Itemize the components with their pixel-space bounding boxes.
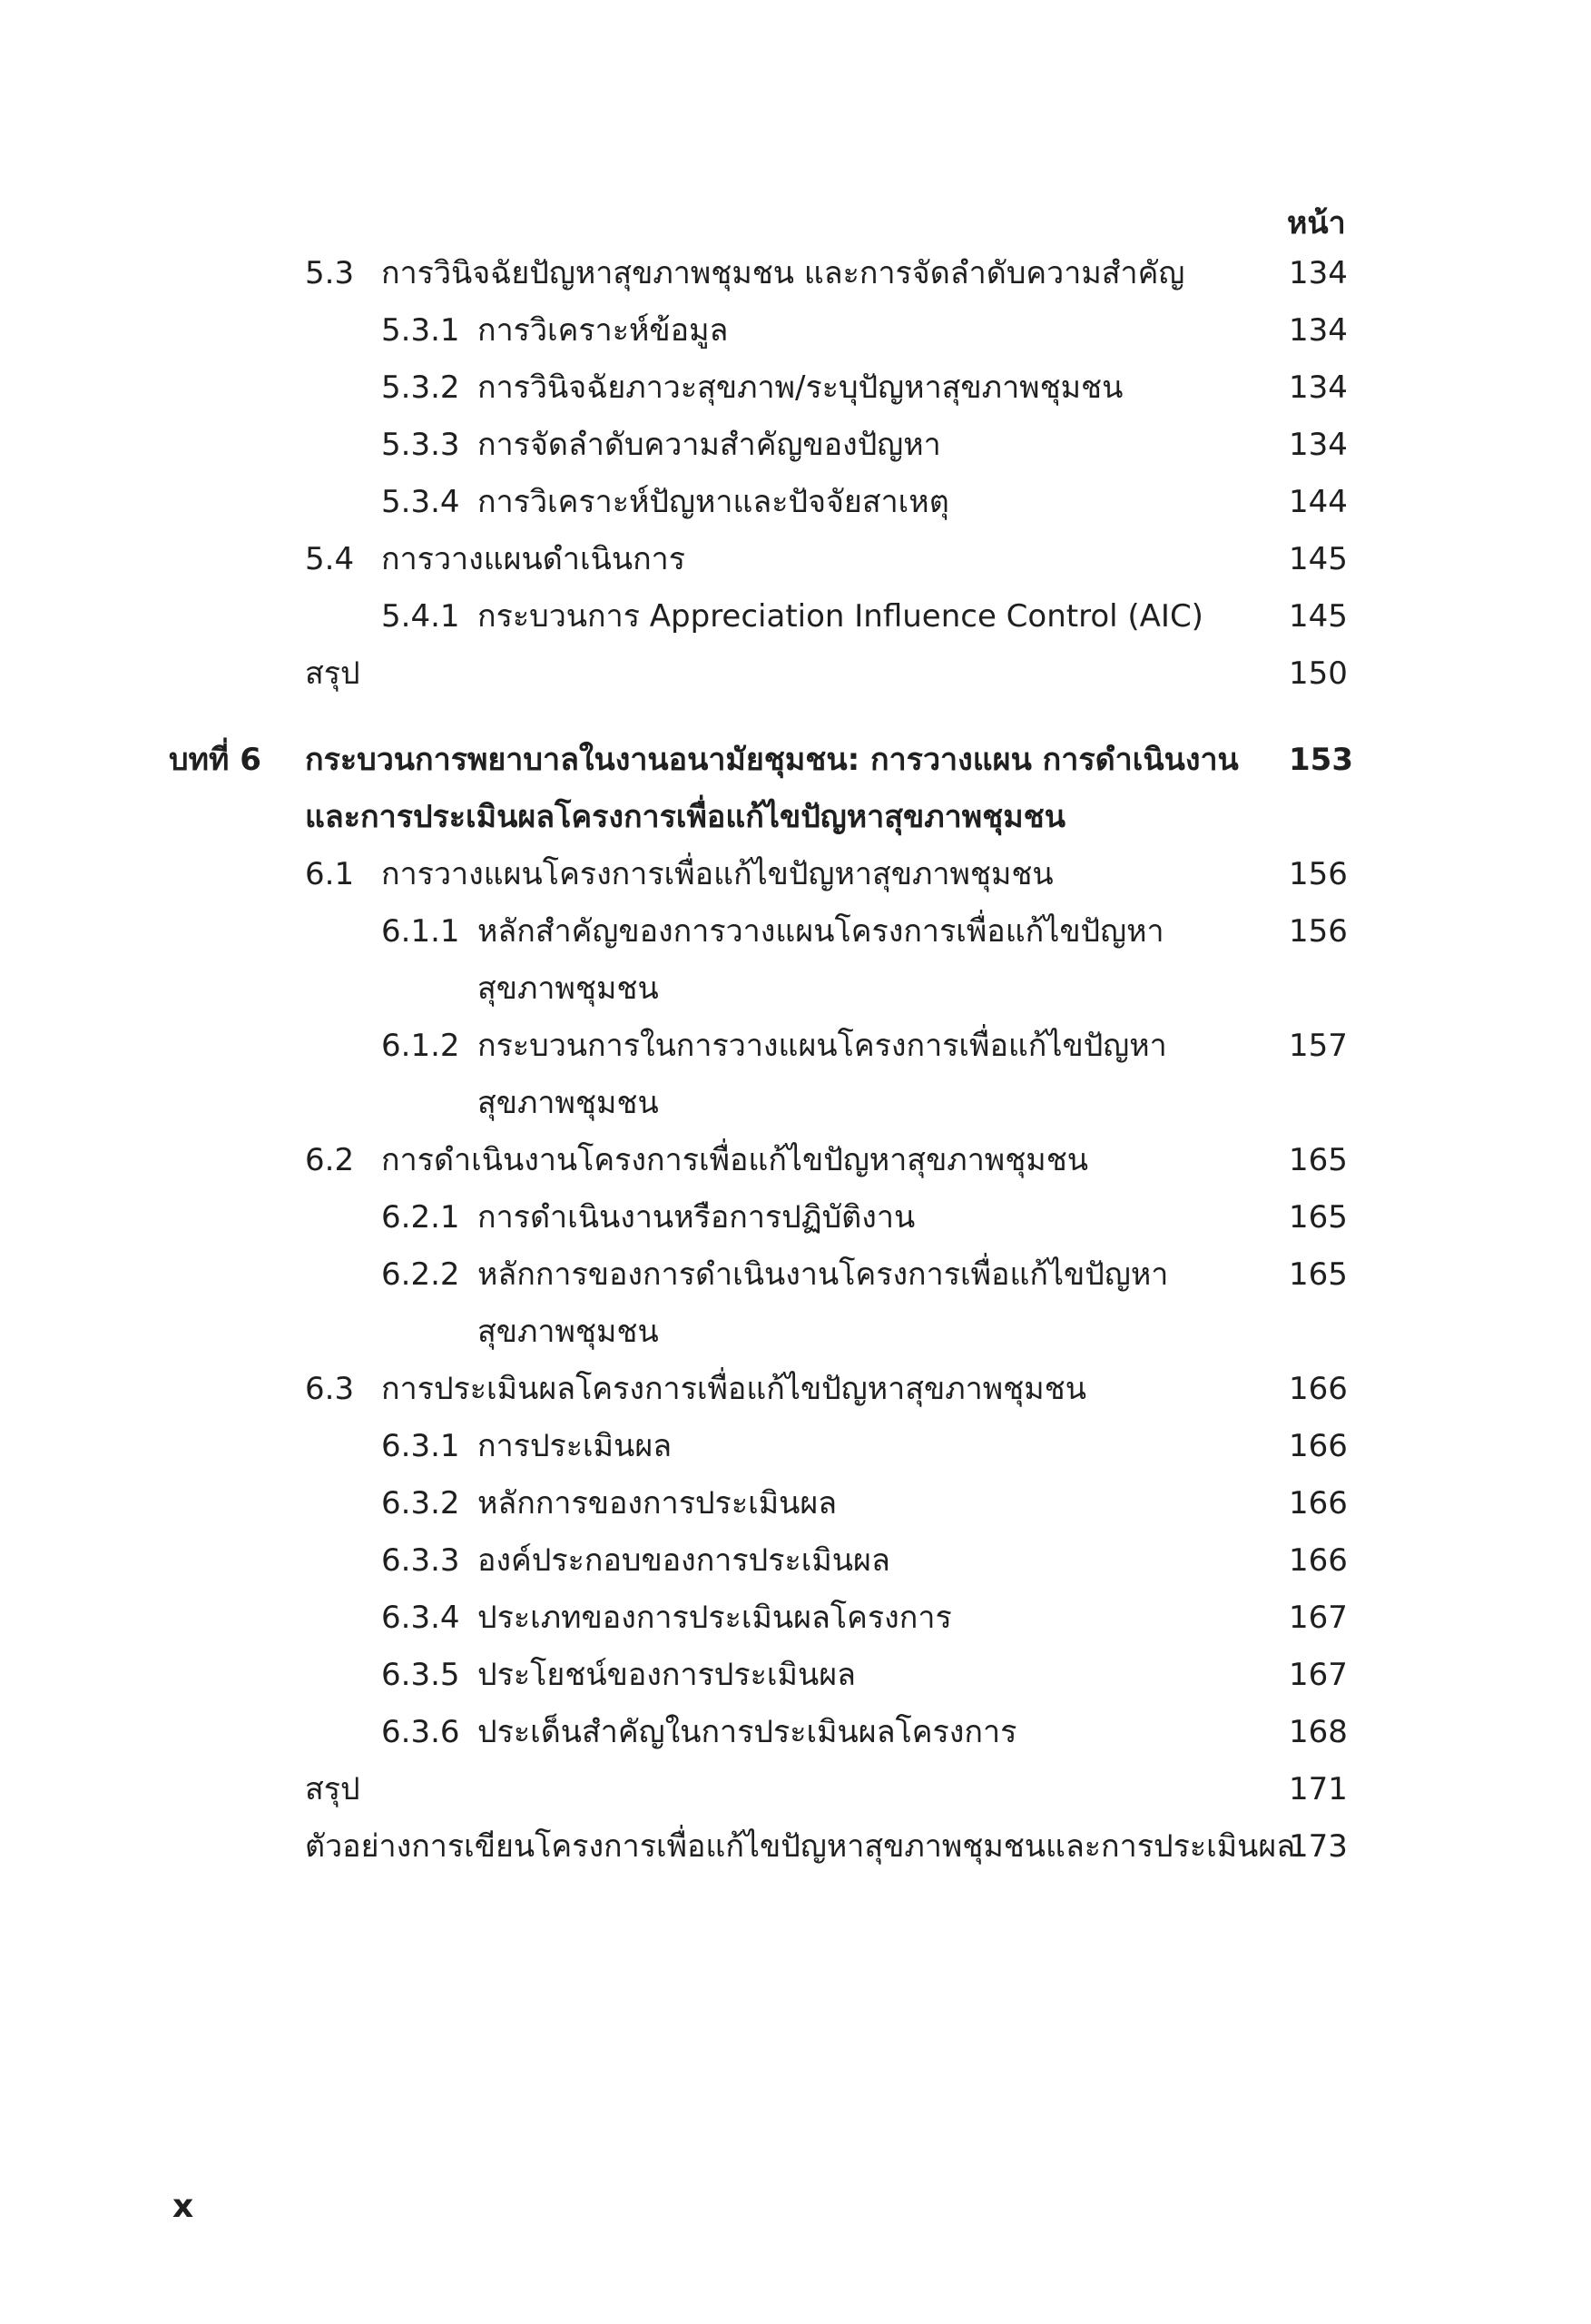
toc-entry-title: การดำเนินงานหรือการปฏิบัติงาน — [477, 1199, 916, 1236]
toc-entry-title: หลักการของการดำเนินงานโครงการเพื่อแก้ไขปัญหา — [477, 1256, 1169, 1293]
toc-entry-number: 6.3.5 — [381, 1657, 460, 1693]
toc-entry-page: 166 — [1289, 1485, 1348, 1521]
toc-entry-title: ประโยชน์ของการประเมินผล — [477, 1657, 856, 1693]
toc-entry-title: องค์ประกอบของการประเมินผล — [477, 1542, 890, 1579]
toc-entry-page: 166 — [1289, 1428, 1348, 1464]
toc-entry-number: 6.1 — [305, 856, 355, 892]
toc-entry-page: 144 — [1289, 484, 1348, 520]
toc-entry-title: หลักสำคัญของการวางแผนโครงการเพื่อแก้ไขปัญหา — [477, 913, 1164, 950]
toc-entry-number: 5.3 — [305, 255, 355, 291]
toc-entry-title: กระบวนการ Appreciation Influence Control (AIC) — [477, 598, 1203, 635]
toc-entry-page: 168 — [1289, 1714, 1348, 1750]
toc-entry-page: 165 — [1289, 1142, 1348, 1178]
toc-entry-page: 167 — [1289, 1600, 1348, 1636]
toc-entry-page: 150 — [1289, 655, 1348, 692]
toc-entry-title: การวางแผนโครงการเพื่อแก้ไขปัญหาสุขภาพชุมชน — [381, 856, 1054, 892]
toc-entry-title-continued: สุขภาพชุมชน — [477, 1314, 659, 1350]
toc-entry-page: 145 — [1289, 541, 1348, 577]
roman-page-number: x — [172, 2188, 194, 2225]
toc-entry-title: การจัดลำดับความสำคัญของปัญหา — [477, 427, 941, 463]
toc-entry-number: 6.1.1 — [381, 913, 460, 950]
toc-entry-title: การวิเคราะห์ปัญหาและปัจจัยสาเหตุ — [477, 484, 949, 520]
toc-entry-title: กระบวนการในการวางแผนโครงการเพื่อแก้ไขปัญหา — [477, 1028, 1167, 1064]
toc-entry-title: หลักการของการประเมินผล — [477, 1485, 838, 1521]
toc-entry-number: 5.3.3 — [381, 427, 460, 463]
toc-entry-number: 5.4.1 — [381, 598, 460, 635]
toc-entry-number: 6.3.1 — [381, 1428, 460, 1464]
toc-entry-page: 173 — [1289, 1828, 1348, 1865]
toc-entry-title: การวิเคราะห์ข้อมูล — [477, 312, 729, 349]
toc-entry-number: 6.3.3 — [381, 1542, 460, 1579]
toc-entry-title: การวินิจฉัยภาวะสุขภาพ/ระบุปัญหาสุขภาพชุมชน — [477, 369, 1124, 406]
chapter-title: กระบวนการพยาบาลในงานอนามัยชุมชน: การวางแผน การดำเนินงาน — [305, 742, 1239, 778]
toc-entry-page: 134 — [1289, 427, 1348, 463]
toc-entry-number: 6.3.6 — [381, 1714, 460, 1750]
toc-entry-page: 165 — [1289, 1256, 1348, 1293]
toc-entry-number: 6.3 — [305, 1371, 355, 1407]
toc-entry-title-continued: สุขภาพชุมชน — [477, 1085, 659, 1121]
toc-entry-number: 6.3.2 — [381, 1485, 460, 1521]
toc-entry-number: 6.3.4 — [381, 1600, 460, 1636]
toc-entry-page: 145 — [1289, 598, 1348, 635]
toc-entry-number: 6.2.1 — [381, 1199, 460, 1236]
toc-entry-page: 134 — [1289, 369, 1348, 406]
toc-entry-page: 134 — [1289, 312, 1348, 349]
page-column-header: หน้า — [1287, 205, 1346, 241]
toc-entry-title: ประเภทของการประเมินผลโครงการ — [477, 1600, 952, 1636]
toc-entry-title: ประเด็นสำคัญในการประเมินผลโครงการ — [477, 1714, 1017, 1750]
chapter-title-continued: และการประเมินผลโครงการเพื่อแก้ไขปัญหาสุขภาพชุมชน — [305, 799, 1066, 835]
toc-entry-number: 6.2.2 — [381, 1256, 460, 1293]
toc-entry-number: 6.2 — [305, 1142, 355, 1178]
toc-entry-number: 5.4 — [305, 541, 355, 577]
toc-entry-title: การวินิจฉัยปัญหาสุขภาพชุมชน และการจัดลำดับความสำคัญ — [381, 255, 1185, 291]
toc-entry-title: การประเมินผล — [477, 1428, 673, 1464]
toc-entry-title: สรุป — [305, 655, 360, 692]
toc-entry-page: 166 — [1289, 1371, 1348, 1407]
toc-entry-title: ตัวอย่างการเขียนโครงการเพื่อแก้ไขปัญหาสุขภาพชุมชนและการประเมินผล — [305, 1828, 1296, 1865]
chapter-number: บทที่ 6 — [169, 742, 261, 778]
toc-entry-page: 153 — [1289, 742, 1353, 778]
toc-entry-page: 171 — [1289, 1771, 1348, 1807]
toc-entry-page: 166 — [1289, 1542, 1348, 1579]
toc-entry-page: 157 — [1289, 1028, 1348, 1064]
toc-entry-title: การวางแผนดำเนินการ — [381, 541, 686, 577]
toc-entry-title: การดำเนินงานโครงการเพื่อแก้ไขปัญหาสุขภาพชุมชน — [381, 1142, 1089, 1178]
toc-entry-title: สรุป — [305, 1771, 360, 1807]
toc-entry-page: 156 — [1289, 856, 1348, 892]
toc-entry-page: 165 — [1289, 1199, 1348, 1236]
toc-entry-number: 5.3.1 — [381, 312, 460, 349]
toc-entry-title-continued: สุขภาพชุมชน — [477, 970, 659, 1007]
toc-entry-number: 5.3.2 — [381, 369, 460, 406]
toc-entry-number: 5.3.4 — [381, 484, 460, 520]
toc-entry-page: 167 — [1289, 1657, 1348, 1693]
toc-entry-number: 6.1.2 — [381, 1028, 460, 1064]
toc-entry-title: การประเมินผลโครงการเพื่อแก้ไขปัญหาสุขภาพชุมชน — [381, 1371, 1086, 1407]
toc-entry-page: 134 — [1289, 255, 1348, 291]
toc-entry-page: 156 — [1289, 913, 1348, 950]
